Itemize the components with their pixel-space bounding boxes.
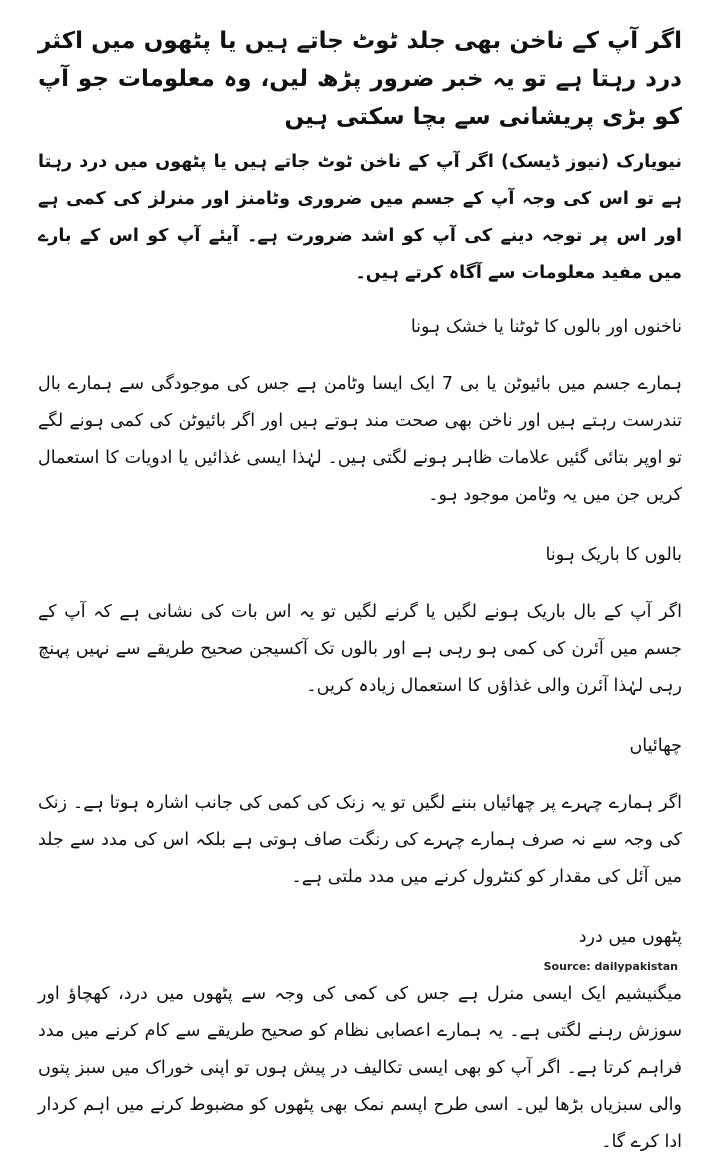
source-credit: Source: dailypakistan	[543, 960, 678, 973]
section-heading-thin-hair: بالوں کا باریک ہونا	[545, 545, 682, 565]
section-body-muscle-pain: میگنیشیم ایک ایسی منرل ہے جس کی کمی کی وجہ سے پٹھوں میں درد، کھچاؤ اور سوزش رہنے لگتی ہے۔ یہ ہمارے اعصابی نظام کو صحیح طریقے سے کام کرنے میں مدد فراہم کرتا ہے۔ اگر آپ کو بھی ایسی تکالیف در پیش ہوں تو اپنی خوراک میں سبز پتوں والی سبزیاں بڑھا لیں۔ اسی طرح اپسم نمک بھی پٹھوں کو مضبوط کرنے میں اہم کردار ادا کرے گا۔	[38, 984, 682, 1152]
section-body-freckles: اگر ہمارے چہرے پر چھائیاں بننے لگیں تو یہ زنک کی کمی کی جانب اشارہ ہوتا ہے۔ زنک کی وجہ سے نہ صرف ہمارے چہرے کی رنگت صاف ہوتی ہے بلکہ اس کی مدد سے جلد میں آئل کی مقدار کو کنٹرول کرنے میں مدد ملتی ہے۔	[38, 793, 682, 887]
section-body-thin-hair: اگر آپ کے بال باریک ہونے لگیں یا گرنے لگیں تو یہ اس بات کی نشانی ہے کہ آپ کے جسم میں آئرن کی کمی ہو رہی ہے اور بالوں تک آکسیجن صحیح طریقے سے نہیں پہنچ رہی لہٰذا آئرن والی غذاؤں کا استعمال زیادہ کریں۔	[38, 602, 682, 696]
article-headline: اگر آپ کے ناخن بھی جلد ٹوٹ جاتے ہیں یا پٹھوں میں اکثر درد رہتا ہے تو یہ خبر ضرور پڑھ لیں، وہ معلومات جو آپ کو بڑی پریشانی سے بچا سکتی ہیں	[38, 28, 682, 130]
section-heading-nails-hair: ناخنوں اور بالوں کا ٹوٹنا یا خشک ہونا	[410, 317, 682, 337]
intro-paragraph: نیویارک (نیوز ڈیسک) اگر آپ کے ناخن ٹوٹ جاتے ہیں یا پٹھوں میں درد رہتا ہے تو اس کی وجہ آپ کے جسم میں ضروری وٹامنز اور منرلز کی کمی ہے اور اس پر توجہ دینے کی آپ کو اشد ضرورت ہے۔ آیئے آپ کو اس کے بارے میں مفید معلومات سے آگاہ کرتے ہیں۔	[38, 152, 682, 283]
section-body-nails-hair: ہمارے جسم میں بائیوٹن یا بی 7 ایک ایسا وٹامن ہے جس کی موجودگی سے ہمارے بال تندرست رہتے ہیں اور ناخن بھی صحت مند ہوتے ہیں اور اگر بائیوٹن کی کمی ہونے لگے تو اوپر بتائی گئیں علامات ظاہر ہونے لگتی ہیں۔ لہٰذا ایسی غذائیں یا ادویات کا استعمال کریں جن میں یہ وٹامن موجود ہو۔	[38, 374, 682, 505]
section-heading-muscle-pain: پٹھوں میں درد	[578, 927, 682, 947]
section-heading-freckles: چھائیاں	[629, 736, 682, 756]
